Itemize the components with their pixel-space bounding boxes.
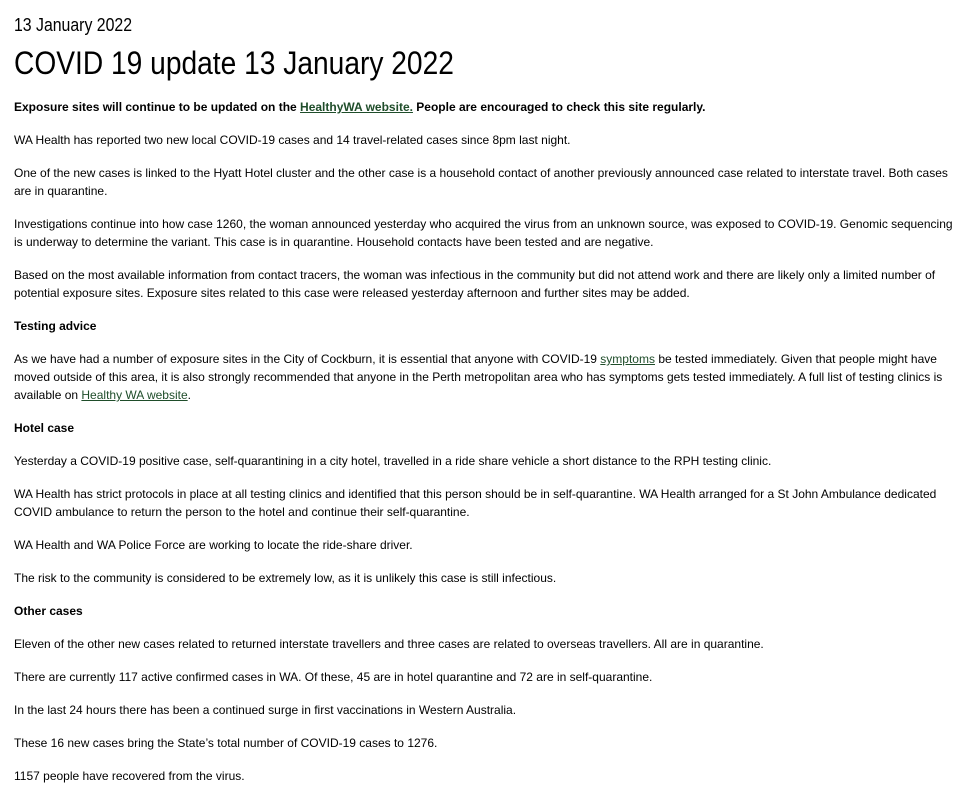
paragraph-hotel-case-2: WA Health has strict protocols in place at all testing clinics and identified that this person should be in self-quarantine. WA Health arranged for a St John Ambulance dedicated COVID ambulance to return the person to the hotel and continue their self-quarantine. [14, 487, 937, 519]
lead-paragraph [14, 98, 953, 116]
testing-text-middle: be tested immediately. Given that people might have moved outside of this area, it is also strongly recommended that anyone in the Perth metropolitan area who has symptoms gets tested immediately. A full list of testing clinics is available on [14, 352, 943, 402]
healthywa-link[interactable]: HealthyWA website. [300, 100, 413, 114]
paragraph-other-cases-4: These 16 new cases bring the State’s total number of COVID-19 cases to 1276. [14, 736, 438, 750]
heading-hotel-case: Hotel case [14, 421, 75, 435]
publish-date: 13 January 2022 [14, 15, 133, 35]
paragraph-contact-tracers: Based on the most available information from contact tracers, the woman was infectious in the community but did not attend work and there are likely only a limited number of potential exposure sites. Exposure sites related to this case were released yesterday afternoon and further sites may be added. [14, 268, 936, 300]
testing-text-before: As we have had a number of exposure sites in the City of Cockburn, it is essential that anyone with COVID-19 [14, 352, 601, 366]
testing-text-after: . [187, 388, 191, 402]
paragraph-hotel-case-4: The risk to the community is considered to be extremely low, as it is unlikely this case is still infectious. [14, 571, 557, 585]
symptoms-link[interactable]: symptoms [600, 352, 655, 366]
paragraph-other-cases-3: In the last 24 hours there has been a continued surge in first vaccinations in Western Australia. [14, 703, 517, 717]
paragraph-hyatt-cluster: One of the new cases is linked to the Hyatt Hotel cluster and the other case is a household contact of another previously announced case related to interstate travel. Both cases are in quarantine. [14, 166, 948, 198]
paragraph-hotel-case-1: Yesterday a COVID-19 positive case, self-quarantining in a city hotel, travelled in a ride share vehicle a short distance to the RPH testing clinic. [14, 454, 772, 468]
healthy-wa-website-link[interactable]: Healthy WA website [81, 388, 188, 402]
heading-other-cases: Other cases [14, 604, 83, 618]
paragraph-investigation: Investigations continue into how case 1260, the woman announced yesterday who acquired the virus from an unknown source, was exposed to COVID-19. Genomic sequencing is underway to determine the variant. This case is in quarantine. Household contacts have been tested and are negative. [14, 217, 953, 249]
paragraph-new-cases: WA Health has reported two new local COVID-19 cases and 14 travel-related cases since 8pm last night. [14, 133, 571, 147]
page-title: COVID 19 update 13 January 2022 [14, 45, 454, 81]
paragraph-testing-advice [14, 350, 953, 404]
paragraph-other-cases-1: Eleven of the other new cases related to returned interstate travellers and three cases are related to overseas travellers. All are in quarantine. [14, 637, 764, 651]
paragraph-other-cases-5: 1157 people have recovered from the virus. [14, 769, 245, 783]
paragraph-other-cases-2: There are currently 117 active confirmed cases in WA. Of these, 45 are in hotel quarantine and 72 are in self-quarantine. [14, 670, 653, 684]
lead-text-after: People are encouraged to check this site regularly. [412, 100, 706, 114]
paragraph-hotel-case-3: WA Health and WA Police Force are working to locate the ride-share driver. [14, 538, 413, 552]
lead-text-before: Exposure sites will continue to be updated on the [14, 100, 301, 114]
heading-testing-advice: Testing advice [14, 319, 97, 333]
